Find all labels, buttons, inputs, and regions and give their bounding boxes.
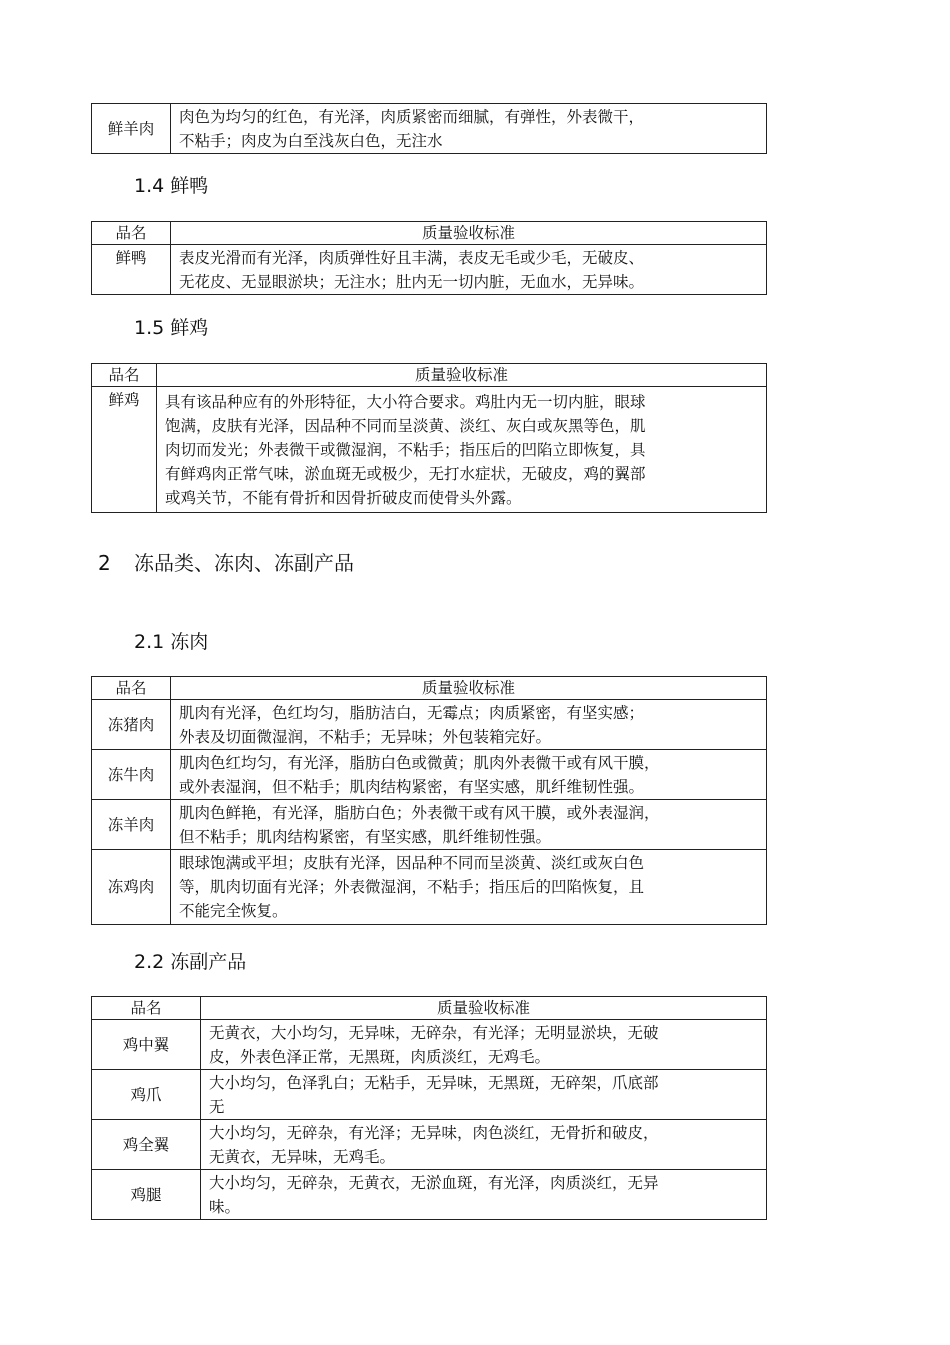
table-row xyxy=(92,1120,767,1170)
standard-line: 具有该品种应有的外形特征，大小符合要求。鸡肚内无一切内脏，眼球 xyxy=(165,392,646,411)
standard-line: 但不粘手；肌肉结构紧密，有坚实感，肌纤维韧性强。 xyxy=(179,827,552,846)
column-header-standard: 质量验收标准 xyxy=(157,364,767,387)
standard-line: 大小均匀，无碎杂，无黄衣，无淤血斑，有光泽，肉质淡红，无异 xyxy=(209,1173,659,1192)
column-header-name: 品名 xyxy=(92,677,171,700)
table-header-row xyxy=(92,997,767,1020)
standard-cell xyxy=(201,1120,767,1170)
standard-cell xyxy=(201,1070,767,1120)
table-header-row xyxy=(92,222,767,245)
product-name-cell: 鸡中翼 xyxy=(92,1020,201,1070)
product-name-cell: 冻牛肉 xyxy=(92,750,171,800)
standard-line: 不粘手；肉皮为白至浅灰白色，无注水 xyxy=(179,131,443,150)
standard-line: 肉色为均匀的红色，有光泽，肉质紧密而细腻，有弹性，外表微干， xyxy=(179,107,645,126)
table-row xyxy=(92,387,767,513)
product-name-cell: 鸡爪 xyxy=(92,1070,201,1120)
standard-cell xyxy=(171,800,767,850)
table-header-row xyxy=(92,677,767,700)
column-header-name: 品名 xyxy=(92,364,157,387)
standard-line: 肉切而发光；外表微干或微湿润，不粘手；指压后的凹陷立即恢复，具 xyxy=(165,440,646,459)
standard-cell xyxy=(157,387,767,513)
product-name-cell: 鸡腿 xyxy=(92,1170,201,1220)
column-header-name: 品名 xyxy=(92,222,171,245)
standard-line: 等，肌肉切面有光泽；外表微湿润，不粘手；指压后的凹陷恢复，且 xyxy=(179,878,645,896)
table-header-row xyxy=(92,364,767,387)
standard-line: 大小均匀，色泽乳白；无粘手，无异味，无黑斑，无碎架，爪底部 xyxy=(209,1073,659,1092)
standard-line: 外表及切面微湿润，不粘手；无异味；外包装箱完好。 xyxy=(179,727,552,746)
standard-cell xyxy=(171,750,767,800)
standard-line: 肌肉色鲜艳，有光泽，脂肪白色；外表微干或有风干膜，或外表湿润， xyxy=(179,803,660,822)
standard-line: 不能完全恢复。 xyxy=(179,902,288,920)
column-header-name: 品名 xyxy=(92,997,201,1020)
fresh-mutton-table xyxy=(91,103,767,154)
column-header-standard: 质量验收标准 xyxy=(171,677,767,700)
standard-line: 或外表湿润，但不粘手；肌肉结构紧密，有坚实感，肌纤维韧性强。 xyxy=(179,777,645,796)
column-header-standard: 质量验收标准 xyxy=(201,997,767,1020)
standard-line: 无 xyxy=(209,1097,225,1116)
product-name-cell: 鲜羊肉 xyxy=(92,104,171,154)
standard-cell xyxy=(201,1170,767,1220)
table-row xyxy=(92,1020,767,1070)
table-row xyxy=(92,104,767,154)
table-row xyxy=(92,850,767,925)
standard-line: 味。 xyxy=(209,1197,241,1216)
section-heading-1-4: 1.4 鲜鸭 xyxy=(134,175,209,197)
table-row xyxy=(92,245,767,295)
product-name-cell: 冻猪肉 xyxy=(92,700,171,750)
product-name-cell: 冻鸡肉 xyxy=(92,850,171,925)
fresh-duck-table xyxy=(91,221,767,295)
table-row xyxy=(92,700,767,750)
standard-line: 有鲜鸡肉正常气味，淤血斑无或极少，无打水症状，无破皮，鸡的翼部 xyxy=(165,464,646,483)
standard-line: 无黄衣，无异味，无鸡毛。 xyxy=(209,1147,396,1166)
standard-line: 肌肉有光泽，色红均匀，脂肪洁白，无霉点；肉质紧密，有坚实感； xyxy=(179,703,645,722)
frozen-meat-table xyxy=(91,676,767,925)
standard-cell xyxy=(171,700,767,750)
standard-line: 皮，外表色泽正常，无黑斑，肉质淡红，无鸡毛。 xyxy=(209,1047,551,1066)
standard-line: 大小均匀，无碎杂，有光泽；无异味，肉色淡红，无骨折和破皮， xyxy=(209,1123,659,1142)
product-name-cell: 冻羊肉 xyxy=(92,800,171,850)
product-name-cell: 鲜鸭 xyxy=(92,245,171,295)
section-heading-2-2: 2.2 冻副产品 xyxy=(134,951,247,973)
table-row xyxy=(92,750,767,800)
standard-line: 肌肉色红均匀，有光泽，脂肪白色或微黄；肌肉外表微干或有风干膜， xyxy=(179,753,660,772)
frozen-byproducts-table xyxy=(91,996,767,1220)
section-heading-2-1: 2.1 冻肉 xyxy=(134,631,209,653)
standard-line: 无花皮、无显眼淤块；无注水；肚内无一切内脏，无血水，无异味。 xyxy=(179,272,645,291)
standard-cell xyxy=(201,1020,767,1070)
product-name-cell: 鸡全翼 xyxy=(92,1120,201,1170)
standard-line: 眼球饱满或平坦；皮肤有光泽，因品种不同而呈淡黄、淡红或灰白色 xyxy=(179,854,645,872)
column-header-standard: 质量验收标准 xyxy=(171,222,767,245)
standard-cell xyxy=(171,104,767,154)
table-row xyxy=(92,1170,767,1220)
section-heading-2 xyxy=(98,551,354,575)
product-name-cell: 鲜鸡 xyxy=(92,387,157,513)
standard-line: 或鸡关节，不能有骨折和因骨折破皮而使骨头外露。 xyxy=(165,488,522,507)
table-row xyxy=(92,1070,767,1120)
standard-line: 表皮光滑而有光泽，肉质弹性好且丰满，表皮无毛或少毛，无破皮、 xyxy=(179,248,645,267)
standard-line: 饱满，皮肤有光泽，因品种不同而呈淡黄、淡红、灰白或灰黑等色，肌 xyxy=(165,416,646,435)
section-number: 2 xyxy=(98,551,111,575)
standard-cell xyxy=(171,245,767,295)
standard-cell xyxy=(171,850,767,925)
standard-line: 无黄衣，大小均匀，无异味，无碎杂，有光泽；无明显淤块，无破 xyxy=(209,1023,659,1042)
fresh-chicken-table xyxy=(91,363,767,513)
section-heading-1-5: 1.5 鲜鸡 xyxy=(134,317,209,339)
section-title: 冻品类、冻肉、冻副产品 xyxy=(134,551,354,575)
table-row xyxy=(92,800,767,850)
